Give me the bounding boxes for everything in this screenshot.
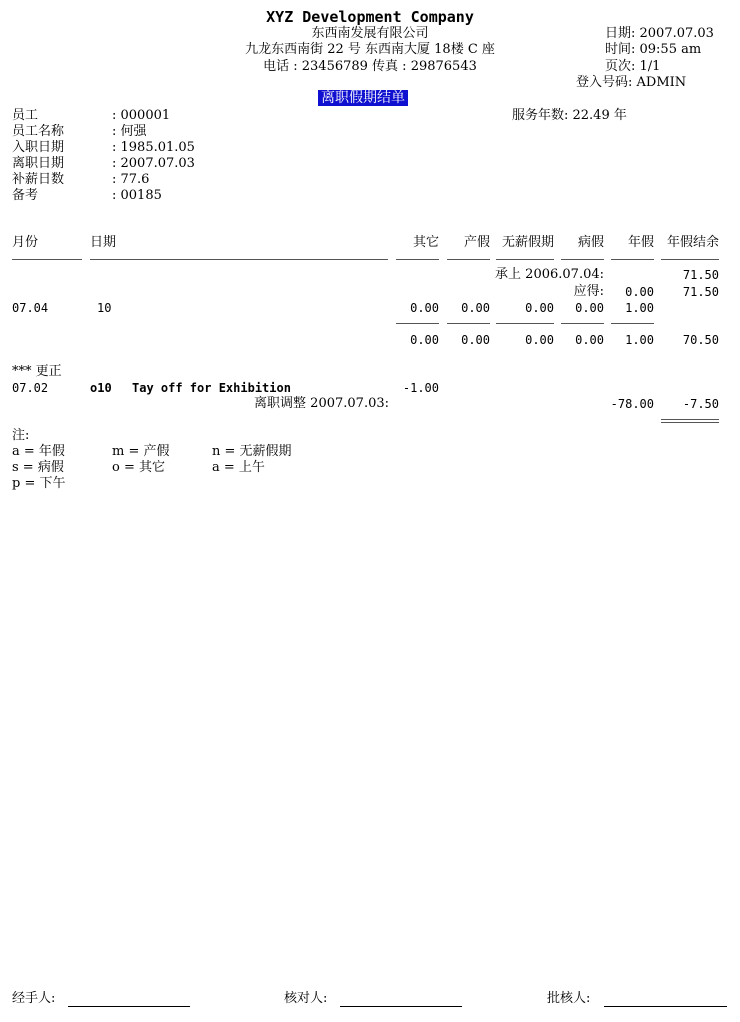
header-rule — [611, 259, 654, 260]
checker-signature-line — [340, 1006, 462, 1007]
subtotal-rule — [396, 323, 439, 324]
entitled-annual: 0.00 — [625, 285, 654, 299]
subtotal-rule — [447, 323, 490, 324]
note-item: a = 上午 — [212, 460, 265, 475]
company-name-en: XYZ Development Company — [266, 8, 474, 26]
subtotal-rule — [611, 323, 654, 324]
note-item: n = 无薪假期 — [212, 444, 292, 459]
row-month: 07.04 — [12, 301, 49, 315]
entitled-label: 应得: — [573, 284, 604, 299]
page-number: 页次: 1/1 — [605, 59, 661, 74]
col-maternity: 产假 — [463, 235, 490, 250]
note-item: a = 年假 — [12, 444, 65, 459]
remark-label: 备考 — [12, 188, 39, 203]
join-date-value: : 1985.01.05 — [112, 140, 195, 155]
correction-heading: *** 更正 — [12, 364, 62, 379]
subtotal-rule — [561, 323, 604, 324]
remark-value: : 00185 — [112, 188, 162, 203]
subtotal-maternity: 0.00 — [461, 333, 490, 347]
header-rule — [496, 259, 554, 260]
correction-month: 07.02 — [12, 381, 49, 395]
login-id: 登入号码: ADMIN — [576, 75, 687, 90]
checker-label: 核对人: — [284, 991, 328, 1006]
subtotal-annual: 1.00 — [625, 333, 654, 347]
adjust-label: 离职调整 2007.07.03: — [254, 396, 389, 411]
header-rule — [447, 259, 490, 260]
report-date: 日期: 2007.07.03 — [605, 26, 714, 41]
total-double-rule — [661, 419, 719, 423]
subtotal-sick: 0.00 — [575, 333, 604, 347]
report-time: 时间: 09:55 am — [605, 42, 702, 57]
subtotal-unpaid: 0.00 — [525, 333, 554, 347]
brought-forward-label: 承上 2006.07.04: — [495, 267, 604, 282]
col-month: 月份 — [12, 235, 39, 250]
entitled-balance: 71.50 — [682, 285, 719, 299]
note-item: o = 其它 — [112, 460, 165, 475]
report-title: 离职假期结单 — [318, 90, 408, 107]
employee-id-label: 员工 — [12, 108, 39, 123]
correction-desc: Tay off for Exhibition — [132, 381, 291, 395]
leave-date-label: 离职日期 — [12, 156, 65, 171]
row-unpaid: 0.00 — [525, 301, 554, 315]
handler-label: 经手人: — [12, 991, 56, 1006]
header-rule — [90, 259, 388, 260]
header-rule — [12, 259, 82, 260]
col-date: 日期 — [90, 235, 117, 250]
approver-label: 批核人: — [547, 991, 591, 1006]
employee-name-label: 员工名称 — [12, 124, 65, 139]
adjust-balance: -7.50 — [682, 397, 719, 411]
row-other: 0.00 — [410, 301, 439, 315]
header-rule — [661, 259, 719, 260]
leave-date-value: : 2007.07.03 — [112, 156, 195, 171]
service-years: 服务年数: 22.49 年 — [512, 108, 627, 123]
subtotal-other: 0.00 — [410, 333, 439, 347]
col-sick: 病假 — [577, 235, 604, 250]
adjust-annual: -78.00 — [610, 397, 654, 411]
approver-signature-line — [604, 1006, 727, 1007]
row-date: 10 — [97, 301, 112, 315]
col-balance: 年假结余 — [666, 235, 719, 250]
employee-name-value: : 何强 — [112, 124, 147, 139]
handler-signature-line — [68, 1006, 190, 1007]
note-item: p = 下午 — [12, 476, 66, 491]
notes-heading: 注: — [12, 428, 30, 443]
comp-days-label: 补薪日数 — [12, 172, 65, 187]
row-maternity: 0.00 — [461, 301, 490, 315]
col-annual: 年假 — [627, 235, 654, 250]
employee-id-value: : 000001 — [112, 108, 171, 123]
col-unpaid: 无薪假期 — [501, 235, 554, 250]
correction-other: -1.00 — [402, 381, 439, 395]
comp-days-value: : 77.6 — [112, 172, 150, 187]
subtotal-rule — [496, 323, 554, 324]
note-item: m = 产假 — [112, 444, 170, 459]
header-rule — [561, 259, 604, 260]
company-name-cn: 东西南发展有限公司 — [311, 26, 429, 41]
correction-code: o10 — [90, 381, 112, 395]
company-address: 九龙东西南街 22 号 东西南大厦 18楼 C 座 — [245, 42, 495, 57]
join-date-label: 入职日期 — [12, 140, 65, 155]
brought-forward-balance: 71.50 — [682, 268, 719, 282]
row-annual: 1.00 — [625, 301, 654, 315]
phone-fax: 电话 : 23456789 传真 : 29876543 — [263, 59, 477, 74]
row-sick: 0.00 — [575, 301, 604, 315]
subtotal-balance: 70.50 — [682, 333, 719, 347]
col-other: 其它 — [412, 235, 439, 250]
note-item: s = 病假 — [12, 460, 64, 475]
header-rule — [396, 259, 439, 260]
